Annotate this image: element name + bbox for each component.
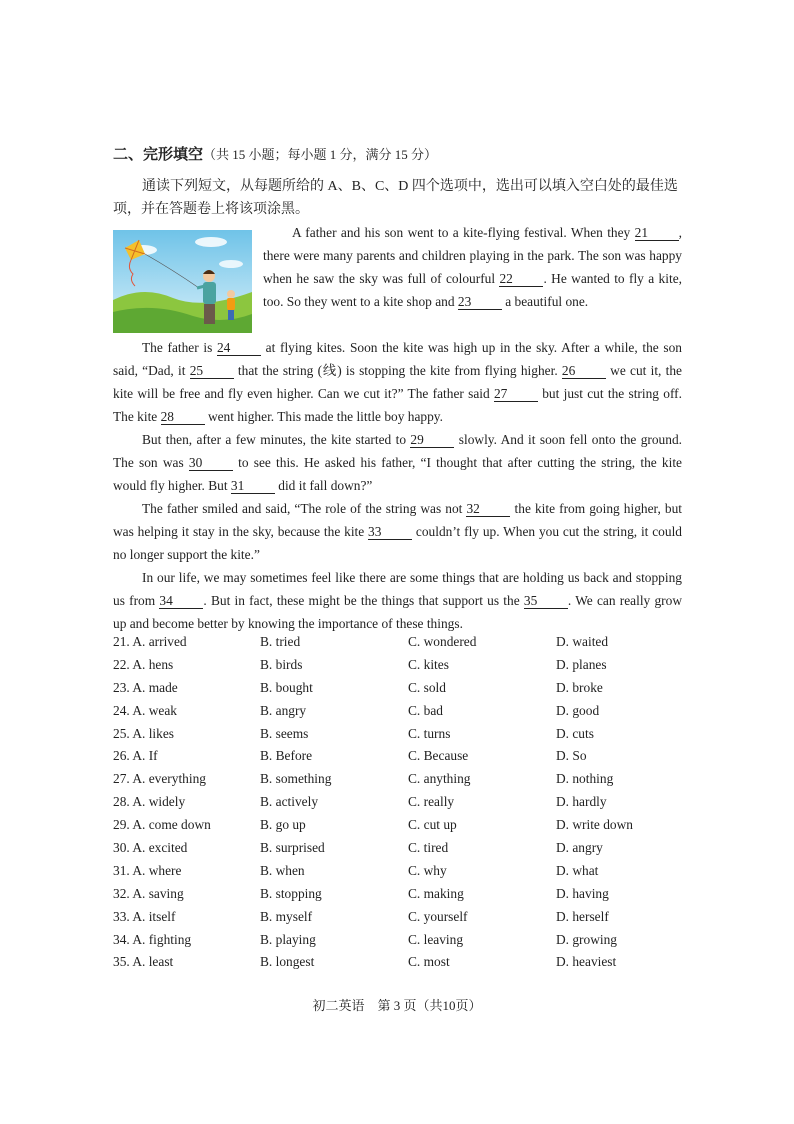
option-b: B. playing: [260, 931, 316, 947]
option-b: B. seems: [260, 725, 309, 741]
option-b: B. tried: [260, 634, 301, 649]
passage-paragraph-2: [113, 336, 682, 428]
blank-30: 30: [189, 455, 233, 471]
blank-22: 22: [499, 271, 543, 287]
blank-28: 28: [161, 409, 205, 425]
option-b: B. bought: [260, 679, 313, 695]
blank-21: 21: [635, 225, 679, 241]
passage-text: , there were many parents and children playing in the park. The son was happy when he saw the sky was full of colourful: [263, 225, 682, 286]
option-d: D. waited: [556, 634, 609, 649]
option-d: D. write down: [556, 817, 633, 833]
passage-text: . He wanted to fly a kite, too. So they went to a kite shop and: [263, 271, 682, 309]
section-title: 二、完形填空: [113, 147, 204, 163]
option-c: C. kites: [408, 656, 449, 672]
option-a: 23. A. made: [113, 679, 178, 695]
option-b: B. longest: [260, 954, 315, 970]
passage-text: that the string (线) is stopping the kite from flying higher.: [233, 363, 562, 378]
blank-29: 29: [410, 432, 454, 448]
passage-paragraph-1: [263, 221, 682, 313]
option-d: D. cuts: [556, 725, 594, 741]
blank-25: 25: [190, 363, 234, 379]
option-b: B. actively: [260, 794, 319, 810]
option-a: 27. A. everything: [113, 771, 206, 787]
option-a: 35. A. least: [113, 954, 174, 970]
blank-23: 23: [458, 294, 502, 310]
option-b: B. surprised: [260, 840, 325, 856]
option-a: 33. A. itself: [113, 908, 176, 924]
option-d: D. So: [556, 748, 587, 764]
option-c: C. leaving: [408, 931, 464, 947]
instructions: 通读下列短文，从每题所给的 A、B、C、D 四个选项中，选出可以填入空白处的最佳选项，并在答题卷上将该项涂黑。: [113, 179, 678, 217]
option-c: C. yourself: [408, 908, 468, 924]
blank-33: 33: [368, 524, 412, 540]
option-c: C. making: [408, 885, 464, 901]
blank-32: 32: [466, 501, 510, 517]
option-d: D. hardly: [556, 794, 607, 810]
option-d: D. angry: [556, 840, 603, 856]
option-c: C. sold: [408, 679, 446, 695]
option-d: D. growing: [556, 931, 617, 947]
passage-text: a beautiful one.: [501, 294, 589, 309]
option-b: B. myself: [260, 908, 313, 924]
option-b: B. stopping: [260, 885, 322, 901]
passage-text: . But in fact, these might be the things that support us the: [203, 593, 524, 608]
option-d: D. nothing: [556, 771, 614, 787]
option-d: D. broke: [556, 679, 603, 695]
option-a: 34. A. fighting: [113, 931, 192, 947]
option-a: 29. A. come down: [113, 817, 211, 833]
option-c: C. really: [408, 794, 455, 810]
passage-text: In our life, we may sometimes feel like there are some things that are holding us back and stopping us from: [113, 570, 682, 608]
option-c: C. anything: [408, 771, 471, 787]
option-a: 32. A. saving: [113, 885, 184, 901]
passage-text: did it fall down?”: [274, 478, 373, 493]
passage-paragraph-5: [113, 566, 682, 635]
passage-text: The father is: [142, 340, 217, 355]
passage-text: couldn’t fly up. When you cut the string, it could no longer support the kite.”: [113, 524, 682, 562]
option-d: D. herself: [556, 908, 609, 924]
passage-text: at flying kites. Soon the kite was high up in the sky. After a while, the son said, “Dad, it: [113, 340, 683, 378]
option-c: C. why: [408, 862, 447, 878]
option-a: 30. A. excited: [113, 840, 188, 856]
option-c: C. tired: [408, 840, 449, 856]
passage-text: slowly. And it soon fell onto the ground. The son was: [113, 432, 682, 470]
option-b: B. go up: [260, 817, 306, 833]
option-d: D. heaviest: [556, 954, 617, 970]
option-b: B. birds: [260, 656, 303, 672]
option-a: 24. A. weak: [113, 702, 177, 718]
passage-text: A father and his son went to a kite-flying festival. When they: [292, 225, 635, 240]
passage-text: but just cut the string off. The kite: [113, 386, 682, 424]
passage-text: But then, after a few minutes, the kite started to: [142, 432, 411, 447]
passage-text: The father smiled and said, “The role of the string was not: [142, 501, 467, 516]
section-note: （共 15 小题；每小题 1 分，满分 15 分）: [203, 147, 438, 162]
option-c: C. cut up: [408, 817, 457, 833]
passage-text: we cut it, the kite will be free and fly even higher. Can we cut it?” The father said: [113, 363, 682, 401]
kite-illustration: [113, 230, 252, 333]
option-b: B. angry: [260, 702, 307, 718]
passage-paragraph-3: [113, 428, 682, 497]
option-c: C. most: [408, 954, 450, 970]
blank-27: 27: [494, 386, 538, 402]
option-a: 28. A. widely: [113, 794, 186, 810]
passage-paragraph-4: [113, 497, 682, 566]
option-a: 21. A. arrived: [113, 634, 187, 649]
blank-34: 34: [159, 593, 203, 609]
option-b: B. Before: [260, 748, 313, 764]
option-c: C. wondered: [408, 634, 477, 649]
option-c: C. bad: [408, 702, 443, 718]
option-d: D. having: [556, 885, 609, 901]
blank-26: 26: [562, 363, 606, 379]
page-footer: 初二英语 第 3 页（共10页）: [312, 998, 482, 1013]
option-a: 26. A. If: [113, 748, 158, 764]
blank-24: 24: [217, 340, 261, 356]
option-a: 25. A. likes: [113, 725, 175, 741]
option-d: D. good: [556, 702, 600, 718]
passage-text: to see this. He asked his father, “I thought that after cutting the string, the kite would fly higher. But: [113, 455, 683, 493]
blank-31: 31: [231, 478, 275, 494]
option-d: D. planes: [556, 656, 607, 672]
passage-text: . We can really grow up and become better by knowing the importance of these things.: [113, 593, 682, 631]
option-c: C. Because: [408, 748, 469, 764]
option-b: B. something: [260, 771, 332, 787]
section-heading: [113, 143, 437, 164]
blank-35: 35: [524, 593, 568, 609]
option-d: D. what: [556, 862, 599, 878]
passage-text: the kite from going higher, but was helping it stay in the sky, because the kite: [113, 501, 683, 539]
option-c: C. turns: [408, 725, 451, 741]
option-a: 22. A. hens: [113, 656, 174, 672]
passage-text: went higher. This made the little boy happy.: [204, 409, 443, 424]
option-a: 31. A. where: [113, 862, 182, 878]
option-b: B. when: [260, 862, 305, 878]
